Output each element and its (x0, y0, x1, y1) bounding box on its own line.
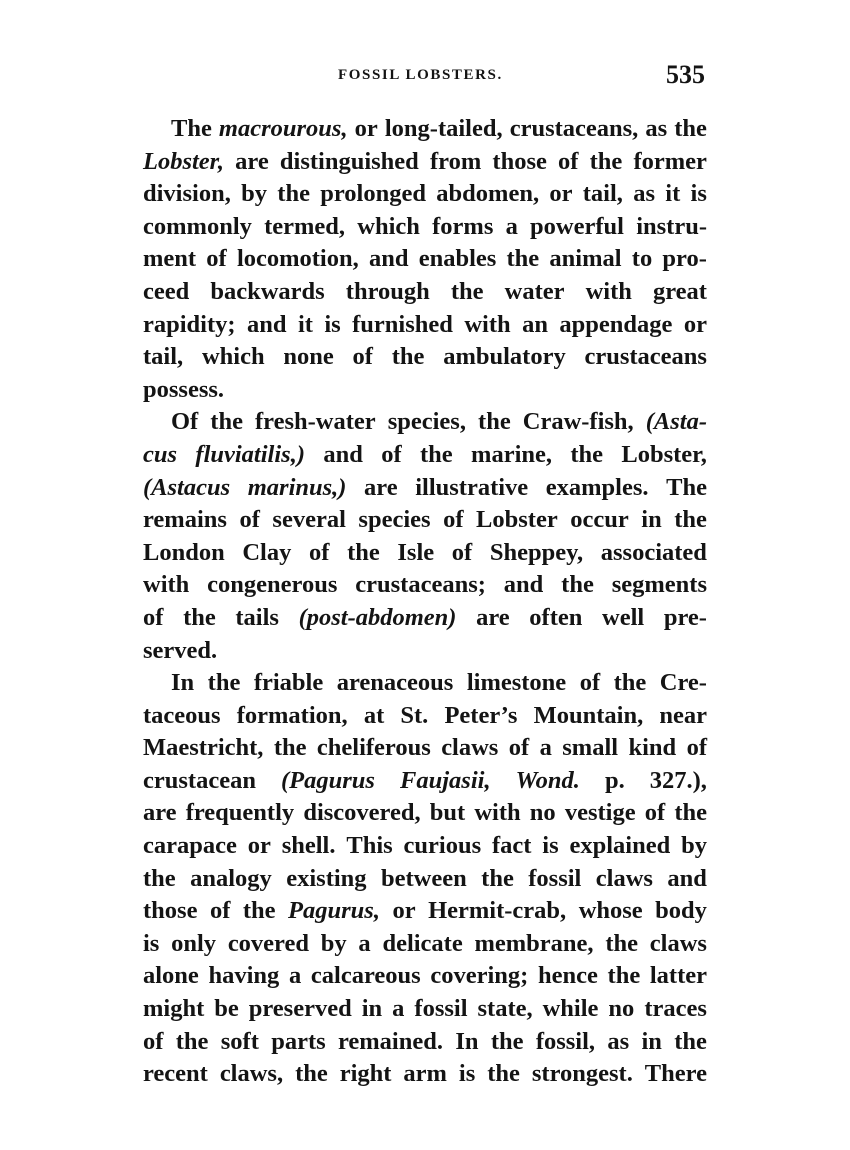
word: Isle (397, 538, 435, 566)
text-line (143, 341, 707, 374)
word: shell. (281, 832, 336, 860)
word: Lobster (476, 506, 558, 534)
word: the (674, 799, 707, 827)
word: often (529, 603, 583, 631)
text-line (143, 928, 707, 961)
word: commonly (143, 212, 252, 240)
word: in (641, 506, 662, 534)
word: friable (253, 669, 324, 697)
word: the (674, 115, 707, 142)
word: are (476, 603, 510, 631)
word: (Asta- (645, 408, 707, 436)
word: appendage (559, 310, 673, 338)
word: frequently (185, 799, 295, 827)
word: ceed (143, 277, 190, 305)
word: fossil, (535, 1027, 596, 1055)
word: animal (549, 245, 622, 273)
word: and (667, 864, 707, 892)
word: right (339, 1060, 392, 1088)
word: examples. (545, 473, 649, 501)
word: through (345, 277, 430, 305)
word: (post-abdomen) (298, 603, 457, 631)
word: fresh-water (255, 408, 376, 436)
word: covering; (430, 962, 529, 990)
word: tail, (582, 180, 623, 208)
word: the (143, 864, 176, 892)
word: calcareous (310, 962, 421, 990)
word: the (242, 897, 276, 925)
word: the (481, 864, 514, 892)
word: be (214, 995, 239, 1023)
page-number: 535 (666, 60, 705, 89)
word: locomotion, (236, 245, 359, 273)
word: occur (570, 506, 629, 534)
word: the (613, 669, 647, 697)
word: or (683, 310, 707, 338)
word: the (347, 538, 380, 566)
word: might (143, 995, 205, 1023)
word: the (295, 1060, 328, 1088)
text-line (143, 797, 707, 830)
word: arenaceous (336, 669, 454, 697)
word: cus (143, 440, 178, 468)
text-line (143, 178, 707, 211)
word: is (324, 310, 341, 338)
text-line (143, 243, 707, 276)
word: Hermit-crab, (428, 897, 567, 925)
word: several (272, 506, 346, 534)
word: a (539, 734, 552, 762)
word: the (420, 440, 453, 468)
word: with (474, 799, 521, 827)
word: the (183, 603, 216, 631)
paragraph (143, 113, 707, 406)
word: is (690, 180, 707, 208)
word: crustaceans, (509, 115, 639, 142)
word: are (143, 799, 177, 827)
text-line (143, 960, 707, 993)
word: the (450, 277, 484, 305)
word: ambulatory (443, 343, 566, 371)
word: Lobster, (621, 440, 707, 468)
word: tails (235, 603, 279, 631)
text-line (143, 602, 707, 635)
word: of (239, 506, 260, 534)
word: analogy (190, 864, 272, 892)
word: of (644, 799, 666, 827)
word: Of (171, 408, 199, 436)
word: curious (403, 832, 482, 860)
word: fossil (528, 864, 582, 892)
word: instru- (636, 212, 707, 240)
word: and (323, 440, 363, 468)
word: delicate (382, 929, 463, 957)
word: St. (400, 701, 429, 729)
word: of (686, 734, 707, 762)
word: the (607, 962, 641, 990)
word: none (283, 343, 334, 371)
word: while (542, 995, 599, 1023)
word: forms (432, 212, 494, 240)
word: powerful (530, 212, 624, 240)
word: by (320, 929, 347, 957)
word: or (247, 832, 271, 860)
word: There (644, 1060, 707, 1088)
word: having (208, 962, 280, 990)
word: claws (441, 734, 499, 762)
word: are (235, 147, 269, 175)
text-line (143, 569, 707, 602)
text-line (143, 895, 707, 928)
word: remained. (337, 1027, 443, 1055)
word: former (633, 147, 707, 175)
word: is (542, 832, 559, 860)
word: termed, (264, 212, 346, 240)
word: a (288, 962, 302, 990)
word: from (429, 147, 482, 175)
word: as (607, 1027, 630, 1055)
word: the (490, 1027, 524, 1055)
word: a (358, 929, 371, 957)
text-line (143, 667, 707, 700)
word: enables (418, 245, 497, 273)
text-line (143, 439, 707, 472)
word: carapace (143, 832, 237, 860)
word: species (358, 506, 431, 534)
word: the (210, 408, 243, 436)
word: of (579, 669, 601, 697)
word: the (175, 1027, 209, 1055)
word: those (492, 147, 547, 175)
word: the (277, 180, 310, 208)
word: London (143, 538, 225, 566)
word: with (143, 571, 190, 599)
word: is (458, 1060, 476, 1088)
word: marine, (471, 440, 552, 468)
word: well (602, 603, 645, 631)
word: in (361, 995, 383, 1023)
word: formation, (236, 701, 348, 729)
text-line (143, 700, 707, 733)
word: with (585, 277, 632, 305)
word: traces (644, 995, 707, 1023)
text-line (143, 863, 707, 896)
word: discovered, (303, 799, 421, 827)
word: existing (286, 864, 367, 892)
word: by (681, 832, 707, 860)
text-line (143, 1026, 707, 1059)
word: long-tailed, (384, 115, 503, 142)
word: no (608, 995, 635, 1023)
word: claws, (219, 1060, 284, 1088)
word: arm (403, 1060, 447, 1088)
word: crustaceans; (355, 571, 486, 599)
word: pre- (663, 603, 707, 631)
word: illustrative (415, 473, 529, 501)
word: limestone (466, 669, 567, 697)
word: of (443, 506, 464, 534)
word: and (247, 310, 287, 338)
word: possess. (143, 375, 225, 403)
word: of (206, 245, 227, 273)
word: claws (595, 864, 653, 892)
word: the (589, 147, 623, 175)
word: are (364, 473, 398, 501)
word: recent (143, 1060, 208, 1088)
word: 327.), (649, 766, 707, 794)
word: remains (143, 506, 227, 534)
word: parts (271, 1027, 326, 1055)
word: between (380, 864, 467, 892)
word: the (674, 506, 707, 534)
word: Maestricht, (143, 734, 264, 762)
word: the (561, 571, 594, 599)
word: prolonged (320, 180, 426, 208)
word: an (522, 310, 548, 338)
word: Peter’s (444, 701, 518, 729)
word: those (143, 897, 198, 925)
word: cheliferous (316, 734, 431, 762)
word: of (352, 343, 373, 371)
word: Cre- (659, 669, 707, 697)
word: of (381, 440, 402, 468)
word: explained (569, 832, 671, 860)
word: Faujasii, (400, 766, 491, 794)
text-line (143, 374, 707, 407)
word: as (645, 115, 668, 142)
word: with (464, 310, 511, 338)
word: it (665, 180, 681, 208)
word: or (549, 180, 573, 208)
word: The (171, 115, 212, 142)
word: strongest. (531, 1060, 633, 1088)
word: Clay (242, 538, 292, 566)
word: division, (143, 180, 231, 208)
paragraph (143, 406, 707, 667)
word: species, (387, 408, 466, 436)
word: of (309, 538, 330, 566)
word: of (451, 538, 473, 566)
word: Lobster, (143, 147, 224, 175)
word: taceous (143, 701, 221, 729)
text-line (143, 113, 707, 146)
word: a (392, 995, 405, 1023)
word: soft (220, 1027, 259, 1055)
word: latter (649, 962, 707, 990)
word: great (652, 277, 707, 305)
word: or (354, 115, 378, 142)
word: abdomen, (436, 180, 540, 208)
word: ment (143, 245, 197, 273)
word: by (241, 180, 268, 208)
word: hence (537, 962, 598, 990)
text-line (143, 406, 707, 439)
word: the (391, 343, 425, 371)
word: pro- (662, 245, 707, 273)
page-header (143, 60, 707, 94)
word: fact (491, 832, 532, 860)
word: it (297, 310, 313, 338)
word: distinguished (279, 147, 419, 175)
word: covered (227, 929, 309, 957)
word: marinus,) (247, 473, 347, 501)
word: kind (628, 734, 677, 762)
word: to (631, 245, 653, 273)
text-line (143, 1058, 707, 1091)
word: vestige (564, 799, 636, 827)
word: the (605, 929, 638, 957)
word: backwards (210, 277, 325, 305)
word: the (207, 669, 241, 697)
word: This (346, 832, 393, 860)
word: of (143, 603, 164, 631)
word: the (487, 1060, 520, 1088)
word: In (455, 1027, 479, 1055)
text-line (143, 993, 707, 1026)
word: p. (604, 766, 625, 794)
text-line (143, 537, 707, 570)
word: congenerous (207, 571, 338, 599)
word: Wond. (515, 766, 580, 794)
word: or (392, 897, 416, 925)
word: the (674, 1027, 707, 1055)
text-line (143, 276, 707, 309)
word: Mountain, (533, 701, 644, 729)
word: which (357, 212, 420, 240)
word: membrane, (474, 929, 594, 957)
word: and (368, 245, 409, 273)
word: state, (477, 995, 533, 1023)
word: crustaceans (584, 343, 707, 371)
text-line (143, 635, 707, 668)
word: fluviatilis,) (195, 440, 305, 468)
word: of (508, 734, 530, 762)
text-line (143, 732, 707, 765)
text-line (143, 830, 707, 863)
word: is (143, 929, 160, 957)
word: a (505, 212, 518, 240)
word: In (171, 669, 195, 697)
word: water (504, 277, 565, 305)
word: the (506, 245, 540, 273)
word: body (655, 897, 707, 925)
word: rapidity; (143, 310, 236, 338)
word: preserved (248, 995, 352, 1023)
word: small (562, 734, 619, 762)
text-line (143, 504, 707, 537)
running-head: FOSSIL LOBSTERS. (338, 67, 503, 83)
word: the (570, 440, 604, 468)
text-line (143, 472, 707, 505)
word: claws (649, 929, 707, 957)
word: of (558, 147, 579, 175)
word: Craw-fish, (522, 408, 634, 436)
word: tail, (143, 343, 184, 371)
word: the (273, 734, 307, 762)
word: The (666, 473, 707, 501)
word: furnished (352, 310, 453, 338)
word: served. (143, 636, 218, 664)
text-line (143, 765, 707, 798)
word: (Pagurus (281, 766, 375, 794)
word: but (429, 799, 466, 827)
text-line (143, 211, 707, 244)
word: only (171, 929, 217, 957)
word: whose (578, 897, 643, 925)
word: at (363, 701, 385, 729)
word: associated (600, 538, 707, 566)
word: near (659, 701, 707, 729)
body-text (143, 113, 707, 1091)
word: no (529, 799, 556, 827)
word: of (143, 1027, 164, 1055)
word: which (201, 343, 265, 371)
word: in (641, 1027, 662, 1055)
word: Sheppey, (489, 538, 584, 566)
word: crustacean (143, 766, 256, 794)
word: macrourous, (218, 115, 348, 142)
text-line (143, 146, 707, 179)
word: and (503, 571, 544, 599)
word: the (478, 408, 511, 436)
word: (Astacus (143, 473, 231, 501)
paragraph (143, 667, 707, 1091)
text-line (143, 309, 707, 342)
word: Pagurus, (288, 897, 380, 925)
word: as (633, 180, 655, 208)
word: fossil (414, 995, 468, 1023)
word: of (209, 897, 231, 925)
word: segments (611, 571, 707, 599)
word: alone (143, 962, 199, 990)
